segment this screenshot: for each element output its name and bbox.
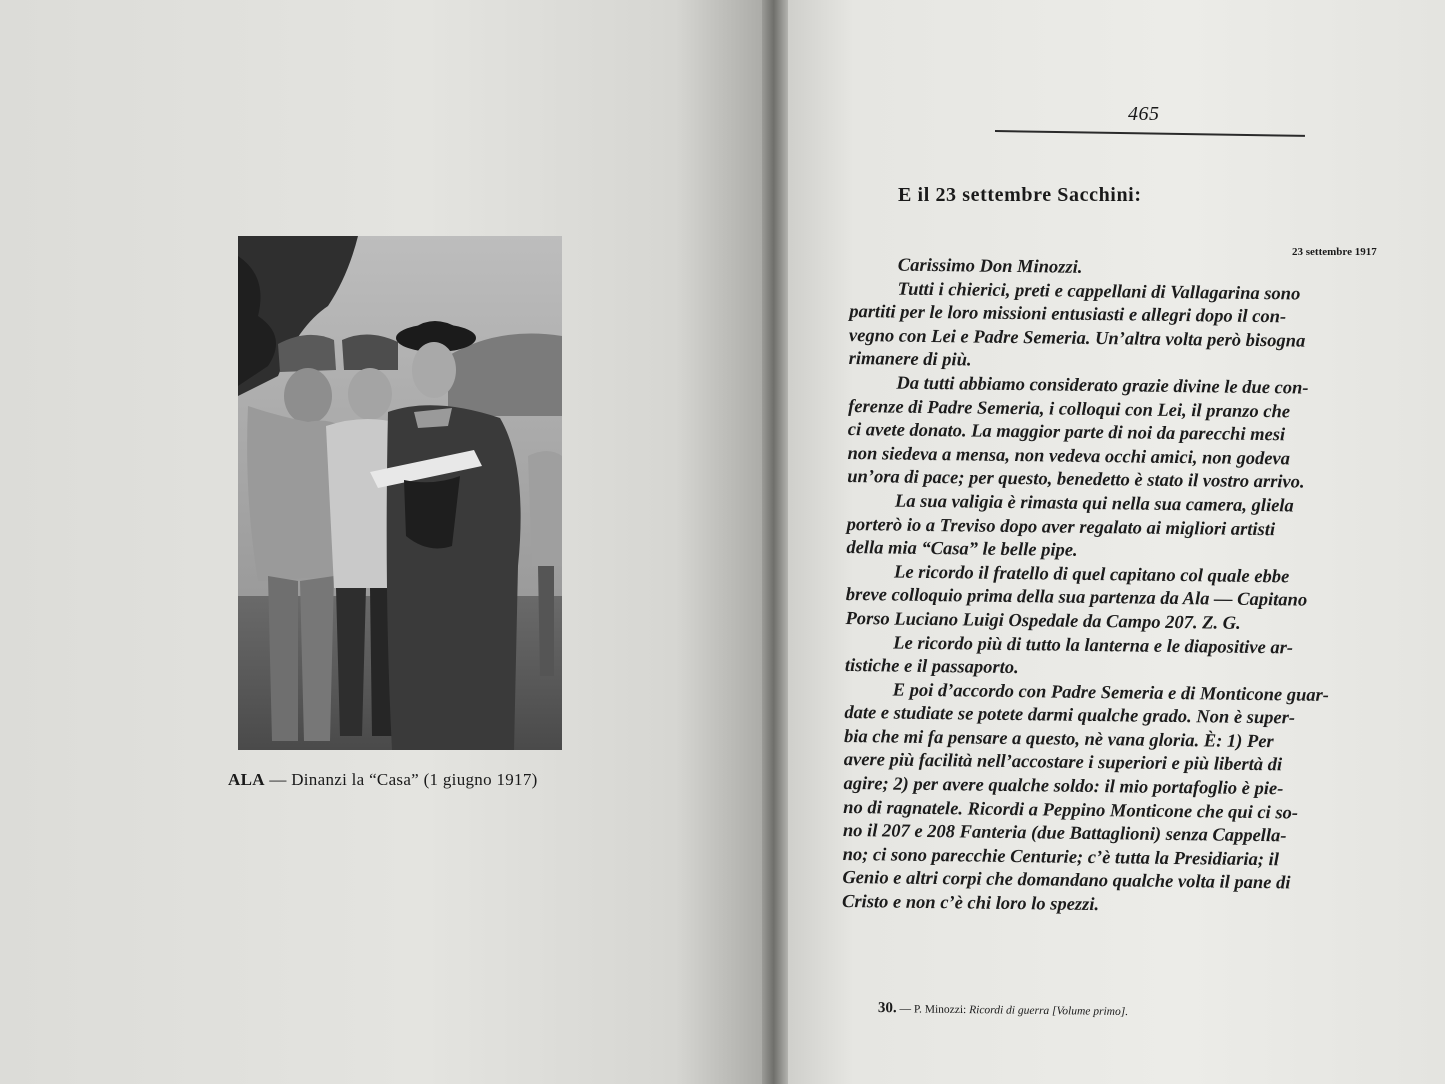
letter-line: Le ricordo più di tutto la lanterna e le diapositive ar- (893, 633, 1294, 658)
photograph-image (238, 236, 562, 750)
letter-line: non siedeva a mensa, non vedeva occhi amici, non godeva (847, 443, 1291, 470)
letter-body (842, 254, 1425, 922)
book-gutter (762, 0, 788, 1084)
letter-line: Cristo e non c’è chi loro lo spezzi. (841, 891, 1100, 916)
footer-author: — P. Minozzi: (896, 1003, 967, 1017)
signature-mark: 30. (877, 1000, 897, 1017)
letter-line: ci avete donato. La maggior parte di noi da parecchi mesi (847, 420, 1286, 446)
page-footer (878, 1000, 1128, 1020)
letter-line: ferenze di Padre Semeria, i colloqui con Lei, il pranzo che (848, 396, 1291, 422)
footer-title: Ricordi di guerra [Volume primo]. (966, 1004, 1129, 1019)
letter-line: bia che mi fa pensare a questo, nè vana gloria. È: 1) Per (843, 726, 1274, 753)
photo-caption (228, 770, 608, 790)
letter-line: date e studiate se potete darmi qualche grado. Non è super- (844, 703, 1296, 729)
letter-line: agire; 2) per avere qualche soldo: il mio portafoglio è pie- (843, 774, 1284, 800)
letter-line: vegno con Lei e Padre Semeria. Un’altra volta però bisogna (848, 325, 1306, 352)
letter-line: tistiche e il passaporto. (844, 656, 1019, 679)
letter-line: rimanere di più. (848, 349, 972, 371)
photograph (238, 236, 562, 750)
letter-line: della mia “Casa” le belle pipe. (846, 538, 1078, 561)
letter-line: breve colloquio prima della sua partenza da Ala — Capitano (845, 585, 1308, 611)
letter-line: Le ricordo il fratello di quel capitano col quale ebbe (893, 562, 1290, 588)
letter-line: no il 207 e 208 Fanteria (due Battaglioni) senza Cappella- (842, 821, 1287, 847)
letter-line: Porso Luciano Luigi Ospedale da Campo 207. Z. G. (845, 608, 1241, 634)
letter-line: porterò io a Treviso dopo aver regalato ai migliori artisti (846, 514, 1276, 540)
letter-line: Carissimo Don Minozzi. (897, 255, 1083, 278)
caption-place: ALA (228, 770, 265, 789)
letter-line: E poi d’accordo con Padre Semeria e di Monticone guar- (892, 680, 1330, 706)
letter-line: Tutti i chierici, preti e cappellani di Vallagarina sono (897, 279, 1301, 305)
letter-line: Da tutti abbiamo considerato grazie divine le due con- (896, 373, 1309, 399)
letter-intro: E il 23 settembre Sacchini: (898, 184, 1142, 206)
letter-line: un’ora di pace; per questo, benedetto è stato il vostro arrivo. (847, 467, 1305, 493)
letter-line: no di ragnatele. Ricordi a Peppino Monticone che qui ci so- (843, 797, 1299, 824)
letter-line: Genio e altri corpi che domandano qualche volta il pane di (842, 868, 1291, 894)
letter-date: 23 settembre 1917 (1292, 246, 1377, 258)
letter-line: partiti per le loro missioni entusiasti e allegri dopo il con- (849, 302, 1287, 328)
page-number: 465 (1128, 103, 1160, 125)
letter-line: La sua valigia è rimasta qui nella sua camera, gliela (894, 491, 1294, 517)
letter-line: no; ci sono parecchie Centurie; c’è tutta la Presidiaria; il (842, 844, 1280, 871)
caption-text: — Dinanzi la “Casa” (1 giugno 1917) (264, 770, 538, 789)
letter-line: avere più facilità nell’accostare i superiori e più libertà di (843, 750, 1283, 776)
